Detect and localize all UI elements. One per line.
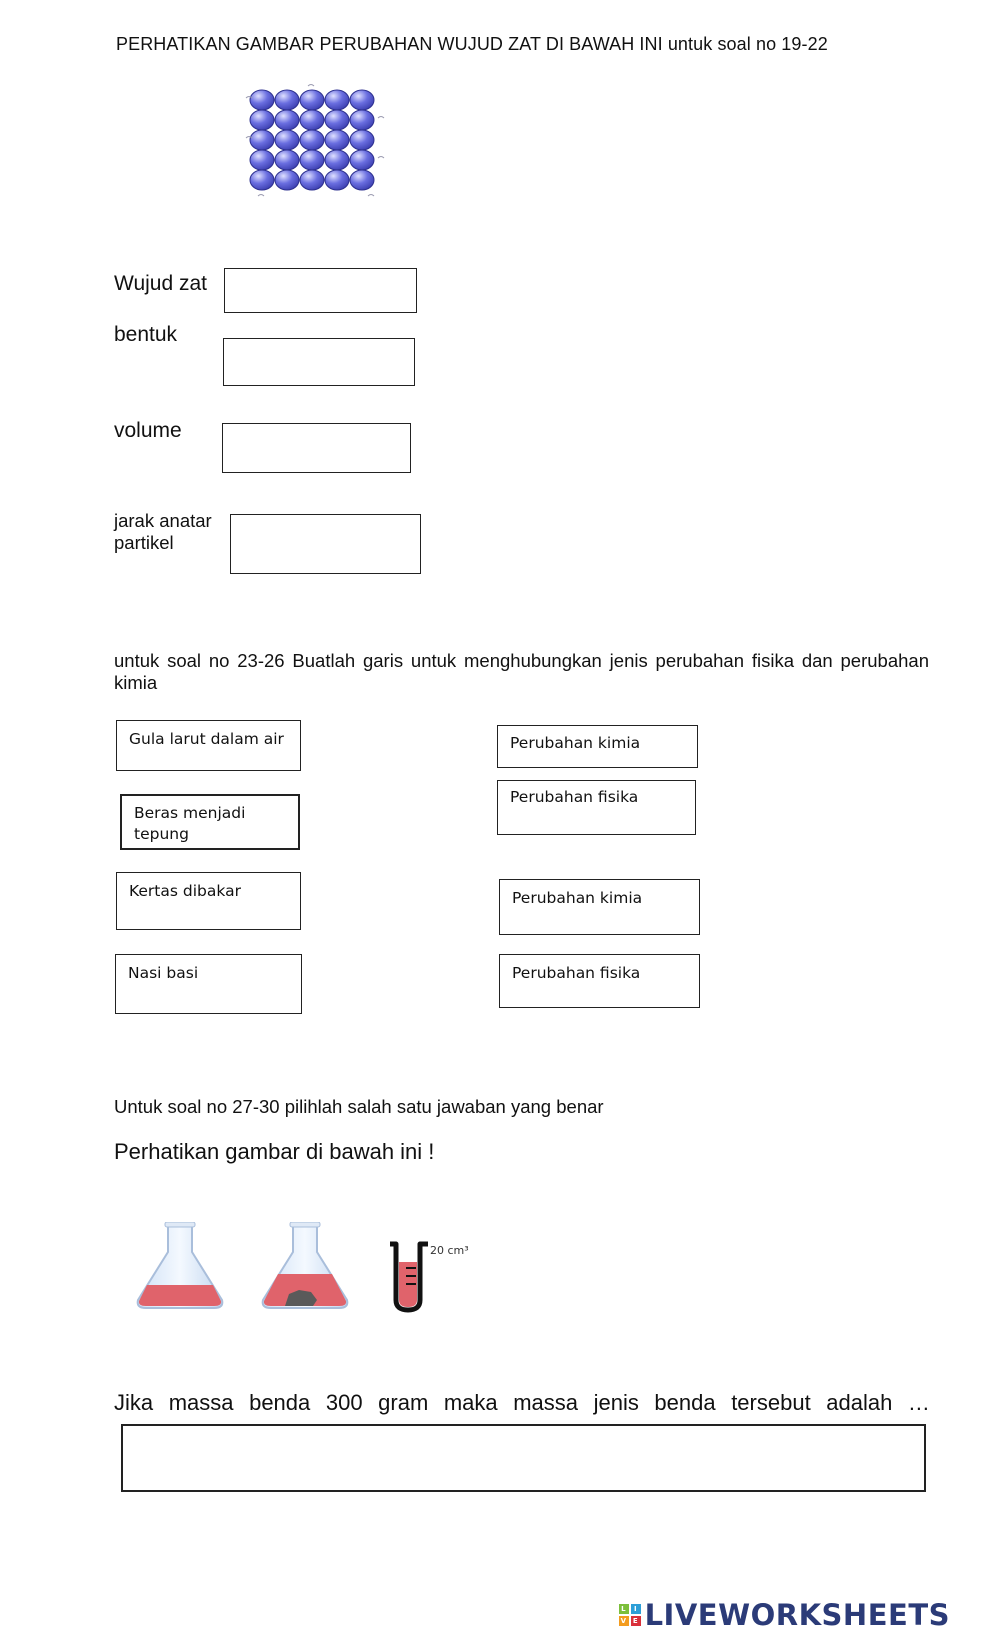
- particle: [275, 110, 299, 130]
- question-word: 300: [325, 1390, 363, 1415]
- vibration-mark: [368, 195, 374, 197]
- matching-instruction-line1: untuk soal no 23-26 Buatlah garis untuk menghubungkan jenis perubahan fisika dan perubahan: [114, 650, 929, 671]
- particle: [350, 90, 374, 110]
- match-left-4-text: Nasi basi: [128, 964, 199, 982]
- match-left-1-text: Gula larut dalam air: [129, 730, 284, 748]
- match-left-4[interactable]: [115, 954, 302, 1014]
- particle: [275, 150, 299, 170]
- vibration-mark: [246, 97, 252, 99]
- question-word: benda: [654, 1390, 716, 1415]
- particle: [350, 130, 374, 150]
- liveworksheets-logo-icon: L I V E: [619, 1604, 641, 1626]
- particle: [350, 150, 374, 170]
- particle: [275, 170, 299, 190]
- vibration-mark: [378, 117, 384, 119]
- jarak-partikel-input[interactable]: [230, 514, 421, 574]
- solid-particles-icon: [238, 80, 388, 202]
- particle: [350, 170, 374, 190]
- field-label-bentuk: bentuk: [114, 323, 178, 346]
- question-word: jenis: [593, 1390, 639, 1415]
- match-right-4[interactable]: [499, 954, 700, 1008]
- liveworksheets-logo-text: LIVEWORKSHEETS: [644, 1598, 950, 1632]
- question-word: massa: [513, 1390, 579, 1415]
- match-right-4-text: Perubahan fisika: [512, 964, 641, 982]
- particle: [325, 110, 349, 130]
- section3-instruction: Untuk soal no 27-30 pilihlah salah satu jawaban yang benar: [114, 1096, 604, 1117]
- match-right-2[interactable]: [497, 780, 696, 835]
- particle: [325, 130, 349, 150]
- flask-with-stone-icon: [255, 1222, 355, 1312]
- vibration-mark: [258, 195, 264, 197]
- question-word: benda: [249, 1390, 311, 1415]
- match-left-3[interactable]: [116, 872, 301, 930]
- particle: [275, 130, 299, 150]
- density-question: [114, 1390, 930, 1416]
- match-right-3[interactable]: [499, 879, 700, 935]
- match-left-2-line2: tepung: [134, 825, 189, 843]
- match-left-1[interactable]: [116, 720, 301, 771]
- particle: [300, 90, 324, 110]
- particle: [300, 130, 324, 150]
- match-right-1[interactable]: [497, 725, 698, 768]
- particle: [250, 130, 274, 150]
- particle: [325, 90, 349, 110]
- field-label-jarak-line2: partikel: [114, 532, 174, 553]
- match-left-2-line1: Beras menjadi: [134, 804, 246, 822]
- vibration-mark: [246, 137, 252, 139]
- vibration-mark: [378, 157, 384, 159]
- particle: [300, 110, 324, 130]
- wujud-zat-input[interactable]: [224, 268, 417, 313]
- flask-liquid-icon: [130, 1222, 230, 1312]
- match-right-1-text: Perubahan kimia: [510, 734, 641, 752]
- particle: [300, 150, 324, 170]
- bentuk-input[interactable]: [223, 338, 415, 386]
- question-word: …: [907, 1390, 930, 1415]
- question-word: maka: [443, 1390, 498, 1415]
- particle: [325, 170, 349, 190]
- liveworksheets-logo: [619, 1598, 950, 1632]
- matching-instruction-line2: kimia: [114, 672, 158, 693]
- particle: [325, 150, 349, 170]
- particle: [300, 170, 324, 190]
- cylinder-volume-label: 20 cm³: [430, 1244, 469, 1257]
- field-label-wujud-zat: Wujud zat: [114, 272, 207, 295]
- match-left-2[interactable]: [120, 794, 300, 850]
- question-word: adalah: [826, 1390, 893, 1415]
- field-label-jarak: [114, 510, 212, 554]
- particle: [250, 170, 274, 190]
- volume-input[interactable]: [222, 423, 411, 473]
- section3-prompt: Perhatikan gambar di bawah ini !: [114, 1139, 435, 1164]
- density-answer-input[interactable]: [121, 1424, 926, 1492]
- question-word: gram: [378, 1390, 429, 1415]
- particle: [250, 110, 274, 130]
- field-label-volume: volume: [114, 419, 182, 442]
- question-word: tersebut: [731, 1390, 811, 1415]
- page-title: PERHATIKAN GAMBAR PERUBAHAN WUJUD ZAT DI BAWAH INI untuk soal no 19-22: [116, 34, 828, 54]
- particle: [350, 110, 374, 130]
- match-left-3-text: Kertas dibakar: [129, 882, 241, 900]
- particle: [275, 90, 299, 110]
- question-word: massa: [168, 1390, 234, 1415]
- particle: [250, 150, 274, 170]
- particle: [250, 90, 274, 110]
- match-right-2-text: Perubahan fisika: [510, 788, 639, 806]
- question-word: Jika: [114, 1390, 154, 1415]
- field-label-jarak-line1: jarak anatar: [114, 510, 212, 531]
- vibration-mark: [308, 85, 314, 87]
- measuring-cylinder-icon: [388, 1238, 488, 1318]
- match-right-3-text: Perubahan kimia: [512, 889, 643, 907]
- matching-instruction: [114, 650, 929, 694]
